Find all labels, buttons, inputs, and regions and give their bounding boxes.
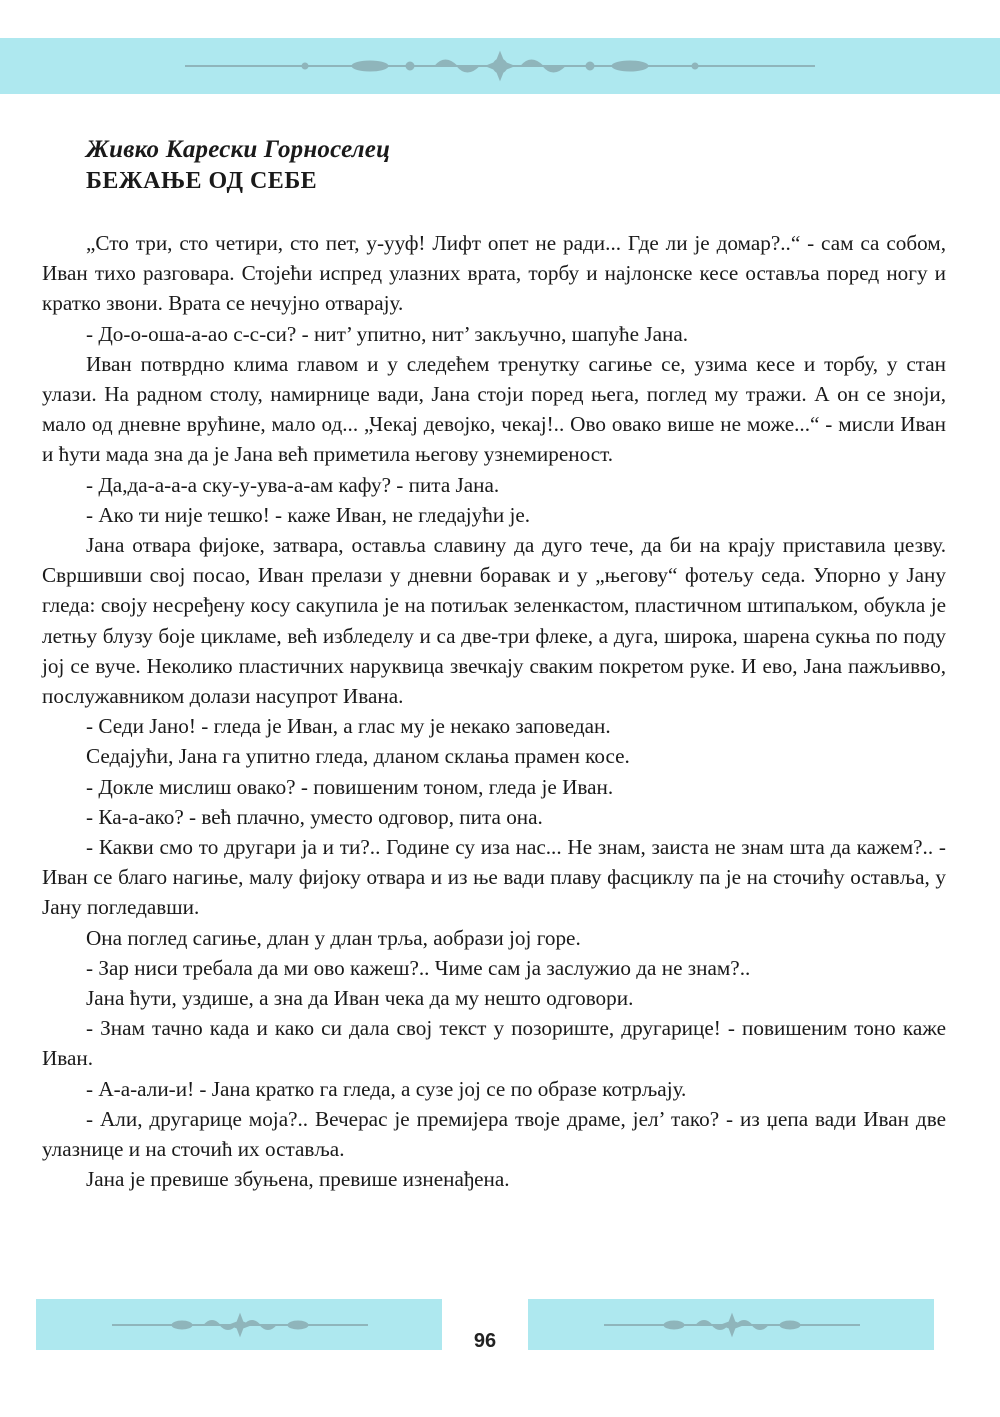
- paragraph: Она поглед сагиње, длан у длан трља, аобрази јој горе.: [86, 925, 581, 950]
- ornament-divider-icon: [112, 1309, 368, 1341]
- paragraph: - Да,да-а-а-а ску-у-ува-а-ам кафу? - пита Јана.: [86, 472, 500, 497]
- page-number: 96: [473, 1330, 497, 1352]
- paragraph: - Ако ти није тешко! - каже Иван, не гледајући је.: [86, 502, 531, 527]
- paragraph: - Ка-а-ако? - већ плачно, уместо одговор, пита она.: [86, 804, 543, 829]
- paragraph: - Знам тачно када и како си дала свој текст у позориште, другарице! - повишеним тоно каже Иван.: [42, 1016, 946, 1071]
- paragraph: Јана ћути, уздише, а зна да Иван чека да му нешто одговори.: [86, 986, 634, 1011]
- ornament-divider-icon: [185, 46, 815, 86]
- paragraph: - А-а-али-и! - Јана кратко га гледа, а сузе јој се по образе котрљају.: [86, 1076, 687, 1101]
- paragraph: Иван потврдно клима главом и у следећем тренутку сагиње се, узима кесе и торбу, у стан улази. На радном столу, намирнице вади, Јана стоји поред њега, поглед му тражи. А он се зноји, мало од дневне врућине, мало од... „Чекај девојко, чекај!.. Ово овако више не може...“ - мисли Иван и ћути мада зна да је Јана већ приметила његову узнемиреност.: [42, 351, 946, 467]
- paragraph: Седајући, Јана га упитно гледа, дланом склања прамен косе.: [86, 744, 630, 769]
- paragraph: - Какви смо то другари ја и ти?.. Године су иза нас... Не знам, заиста не знам шта да кажем?.. - Иван се благо нагиње, малу фијоку отвара и из ње вади плаву фасциклу па је на сточићу оставља, у Јану погледавши.: [42, 835, 946, 920]
- paragraph: „Сто три, сто четири, сто пет, у-ууф! Лифт опет не ради... Где ли је домар?..“ - сам са собом, Иван тихо разговара. Стојећи испред улазних врата, торбу и најлонске кесе оставља поред ногу и кратко звони. Врата се нечујно отварају.: [42, 231, 946, 316]
- paragraph: Јана је превише збуњена, превише изненађена.: [86, 1167, 510, 1192]
- footer-band-left: [36, 1299, 442, 1350]
- header-band: [0, 38, 1000, 94]
- paragraph: - Зар ниси требала да ми ово кажеш?.. Чиме сам ја заслужио да не знам?..: [86, 955, 751, 980]
- paragraph: - Седи Јано! - гледа је Иван, а глас му је некако заповедан.: [86, 714, 611, 739]
- paragraph: - Али, другарице моја?.. Вечерас је премијера твоје драме, јел’ тако? - из џепа вади Иван две улазнице и на сточић их оставља.: [42, 1106, 946, 1162]
- paragraph: - Докле мислиш овако? - повишеним тоном, гледа је Иван.: [86, 774, 614, 799]
- paragraph: - До-о-оша-а-ао с-с-си? - нит’ упитно, нит’ закључно, шапуће Јана.: [86, 321, 689, 346]
- story-title: БЕЖАЊЕ ОД СЕБЕ: [86, 168, 318, 194]
- footer-band-right: [528, 1299, 934, 1350]
- ornament-divider-icon: [604, 1309, 860, 1341]
- paragraph: Јана отвара фијоке, затвара, оставља славину да дуго тече, да би на крају приставила џезву. Свршивши свој посао, Иван прелази у дневни боравак и у „његову“ фотељу седа. Упорно у Јану гледа: своју несређену косу сакупила је на потиљак зеленкастом, пластичном штипаљком, обукла је летњу блузу боје цикламе, већ избледелу и са две-три флеке, а дуга, широка, шарена сукња по поду јој се вуче. Неколико пластичних наруквица звечкају сваким покретом руке. И ево, Јана пажљиввo, послужавником долази насупрот Ивана.: [42, 533, 946, 709]
- story-text: [42, 228, 946, 1195]
- author-name: Живко Карески Горноселец: [86, 136, 391, 163]
